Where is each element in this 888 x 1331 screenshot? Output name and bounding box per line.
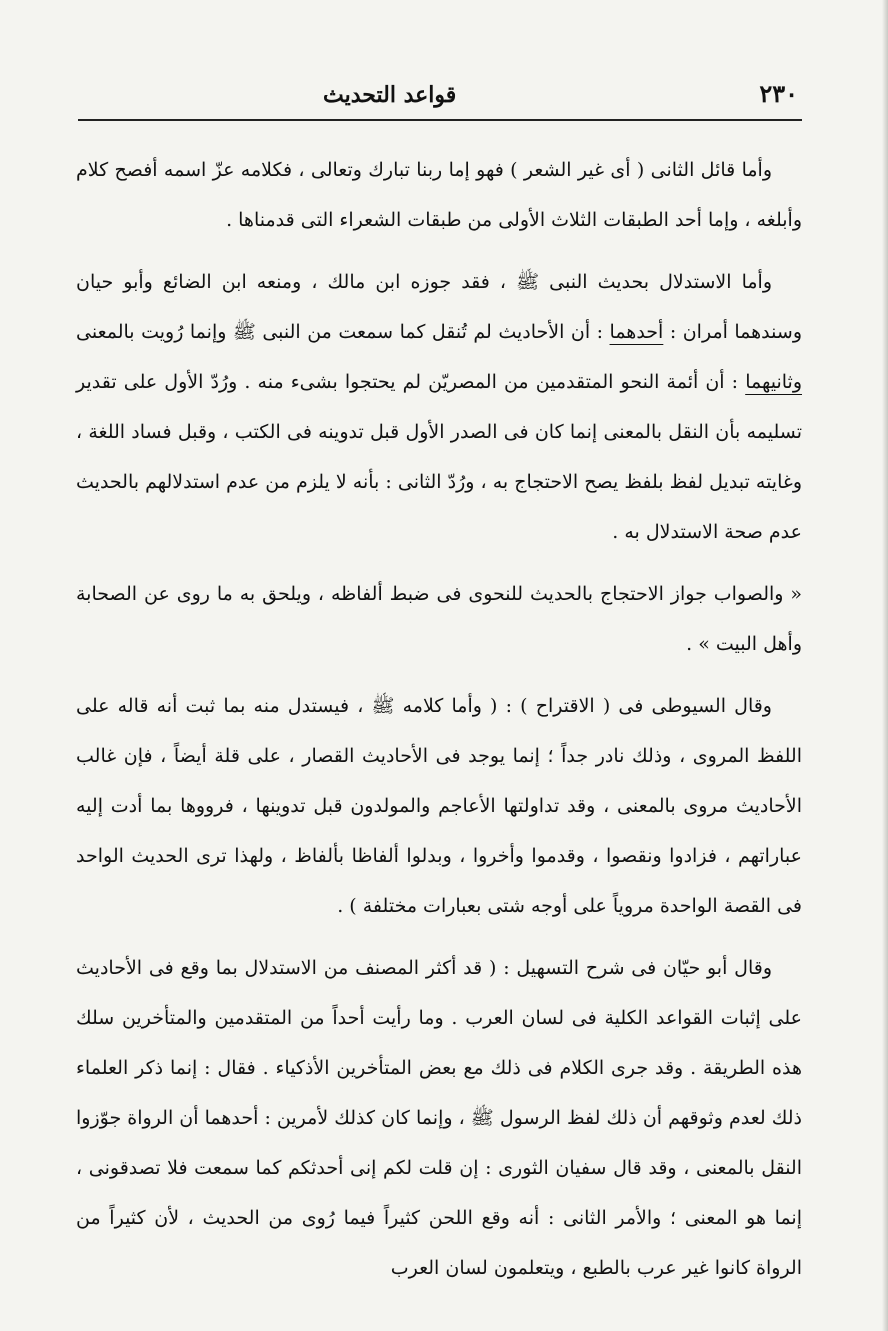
page-body [76,145,802,1305]
paragraph-2-middle: : أن الأحاديث لم تُنقل كما سمعت من النبى ﷺ وإنما رُويت بالمعنى [76,321,610,343]
paragraph-2 [76,257,802,557]
underlined-word-first: أحدهما [609,321,664,343]
scan-edge-shadow [882,0,888,1331]
paragraph-2-intro: وأما الاستدلال بحديث النبى ﷺ ، فقد جوزه ابن مالك ، ومنعه ابن الضائع وأبو حيان وسندهما أمران : [76,271,802,343]
running-title: قواعد التحديث [323,82,457,108]
paragraph-2-end: : أن أئمة النحو المتقدمين من المصريّن لم يحتجوا بشىء منه . ورُدّ الأول على تقدير تسليمه بأن النقل بالمعنى إنما كان فى الصدر الأول قبل تدوينه فى الكتب ، وقبل فساد اللغة ، وغايته تبديل لفظ بلفظ يصح الاحتجاج به ، ورُدّ الثانى : بأنه لا يلزم من عدم استدلالهم بالحديث عدم صحة الاستدلال به . [76,371,802,543]
running-head [100,66,798,108]
page-number: ٢٣٠ [759,79,798,108]
header-rule [78,119,802,121]
paragraph-4: وقال السيوطى فى ( الاقتراح ) : ( وأما كلامه ﷺ ، فيستدل منه بما ثبت أنه قاله على اللفظ المروى ، وذلك نادر جداً ؛ إنما يوجد فى الأحاديث القصار ، على قلة أيضاً ، فإن غالب الأحاديث مروى بالمعنى ، وقد تداولتها الأعاجم والمولدون قبل تدوينها ، فرووها بما أدت إليه عباراتهم ، فزادوا ونقصوا ، وقدموا وأخروا ، وبدلوا ألفاظا بألفاظ ، ولهذا ترى الحديث الواحد فى القصة الواحدة مروياً على أوجه شتى بعبارات مختلفة ) . [76,695,802,917]
paragraph-3-quote: « والصواب جواز الاحتجاج بالحديث للنحوى فى ضبط ألفاظه ، ويلحق به ما روى عن الصحابة وأهل البيت » . [76,583,802,655]
paragraph-5: وقال أبو حيّان فى شرح التسهيل : ( قد أكثر المصنف من الاستدلال بما وقع فى الأحاديث على إثبات القواعد الكلية فى لسان العرب . وما رأيت أحداً من المتقدمين والمتأخرين سلك هذه الطريقة . وقد جرى الكلام فى ذلك مع بعض المتأخرين الأذكياء . فقال : إنما ذكر العلماء ذلك لعدم وثوقهم أن ذلك لفظ الرسول ﷺ ، وإنما كان كذلك لأمرين : أحدهما أن الرواة جوّزوا النقل بالمعنى ، وقد قال سفيان الثورى : إن قلت لكم إنى أحدثكم كما سمعت فلا تصدقونى ، إنما هو المعنى ؛ والأمر الثانى : أنه وقع اللحن كثيراً فيما رُوى من الحديث ، لأن كثيراً من الرواة كانوا غير عرب بالطبع ، ويتعلمون لسان العرب [76,957,802,1279]
paragraph-1: وأما قائل الثانى ( أى غير الشعر ) فهو إما ربنا تبارك وتعالى ، فكلامه عزّ اسمه أفصح كلام وأبلغه ، وإما أحد الطبقات الثلاث الأولى من طبقات الشعراء التى قدمناها . [76,159,802,231]
underlined-word-second: وثانيهما [745,371,802,393]
